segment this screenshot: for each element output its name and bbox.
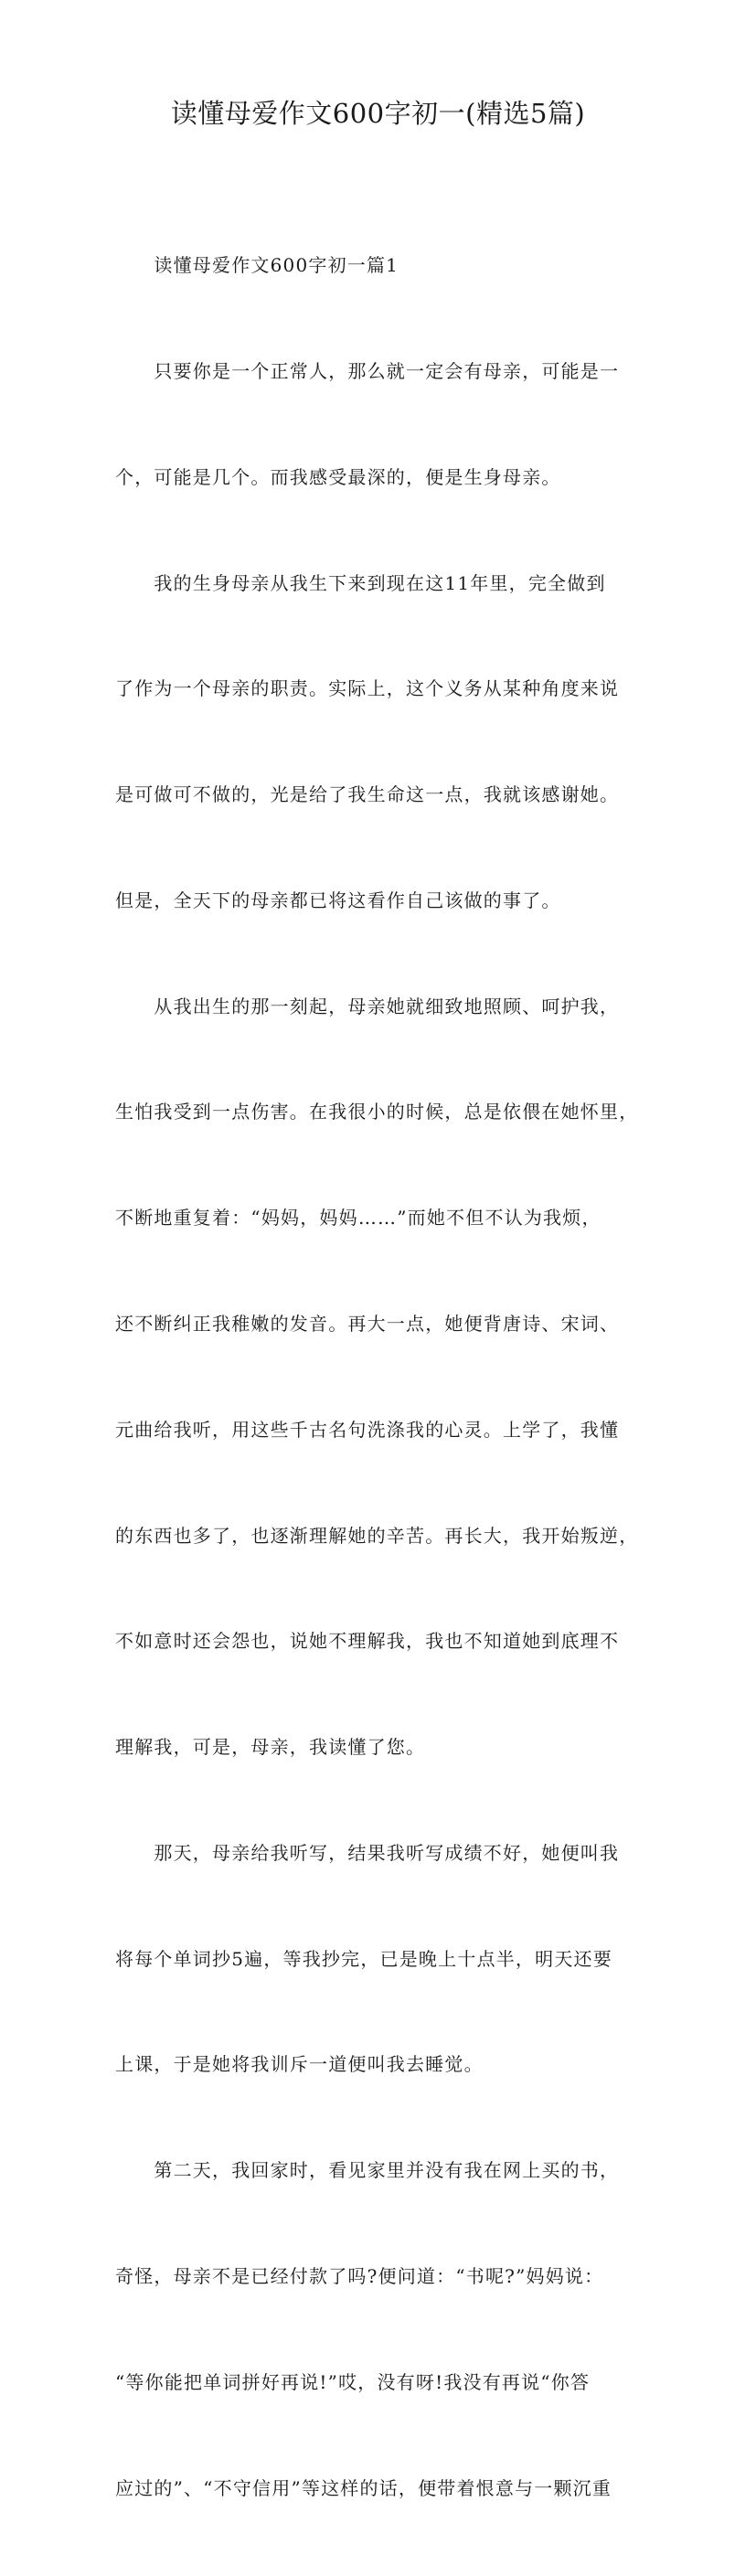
text-line: 元曲给我听，用这些千古名句洗涤我的心灵。上学了，我懂 <box>115 1418 620 1441</box>
text-line: 理解我，可是，母亲，我读懂了您。 <box>115 1736 426 1759</box>
text-line: 不断地重复着：“妈妈，妈妈……”而她不但不认为我烦， <box>115 1207 602 1229</box>
text-line: 生怕我受到一点伤害。在我很小的时候，总是依偎在她怀里， <box>115 1101 639 1123</box>
text-line: 个，可能是几个。而我感受最深的，便是生身母亲。 <box>115 465 561 488</box>
text-line: 奇怪，母亲不是已经付款了吗?便问道：“书呢?”妈妈说： <box>115 2265 604 2288</box>
text-line: 第二天，我回家时，看见家里并没有我在网上买的书， <box>115 2159 620 2182</box>
text-line: 不如意时还会怨也，说她不理解我，我也不知道她到底理不 <box>115 1630 620 1653</box>
text-line: 还不断纠正我稚嫩的发音。再大一点，她便背唐诗、宋词、 <box>115 1313 620 1335</box>
document-body <box>115 177 655 2576</box>
text-line: 了作为一个母亲的职责。实际上，这个义务从某种角度来说 <box>115 677 620 700</box>
text-line: 是可做可不做的，光是给了我生命这一点，我就该感谢她。 <box>115 783 620 806</box>
text-line: 只要你是一个正常人，那么就一定会有母亲，可能是一 <box>115 359 620 382</box>
text-line: 但是，全天下的母亲都已将这看作自己该做的事了。 <box>115 889 561 911</box>
text-line: 将每个单词抄5遍，等我抄完，已是晚上十点半，明天还要 <box>115 1947 612 1970</box>
text-line: 我的生身母亲从我生下来到现在这11年里，完全做到 <box>115 571 606 594</box>
text-line: 上课，于是她将我训斥一道便叫我去睡觉。 <box>115 2053 484 2076</box>
text-line: 从我出生的那一刻起，母亲她就细致地照顾、呵护我， <box>115 995 620 1017</box>
text-line: 应过的”、“不守信用”等这样的话，便带着恨意与一颗沉重 <box>115 2476 612 2499</box>
text-line: 的东西也多了，也逐渐理解她的辛苦。再长大，我开始叛逆， <box>115 1524 639 1547</box>
text-line: “等你能把单词拼好再说!”哎，没有呀!我没有再说“你答 <box>115 2370 591 2393</box>
text-line: 那天，母亲给我听写，结果我听写成绩不好，她便叫我 <box>115 1841 620 1864</box>
document-title: 读懂母爱作文600字初一(精选5篇) <box>170 98 586 129</box>
text-line: 读懂母爱作文600字初一篇1 <box>115 254 399 277</box>
